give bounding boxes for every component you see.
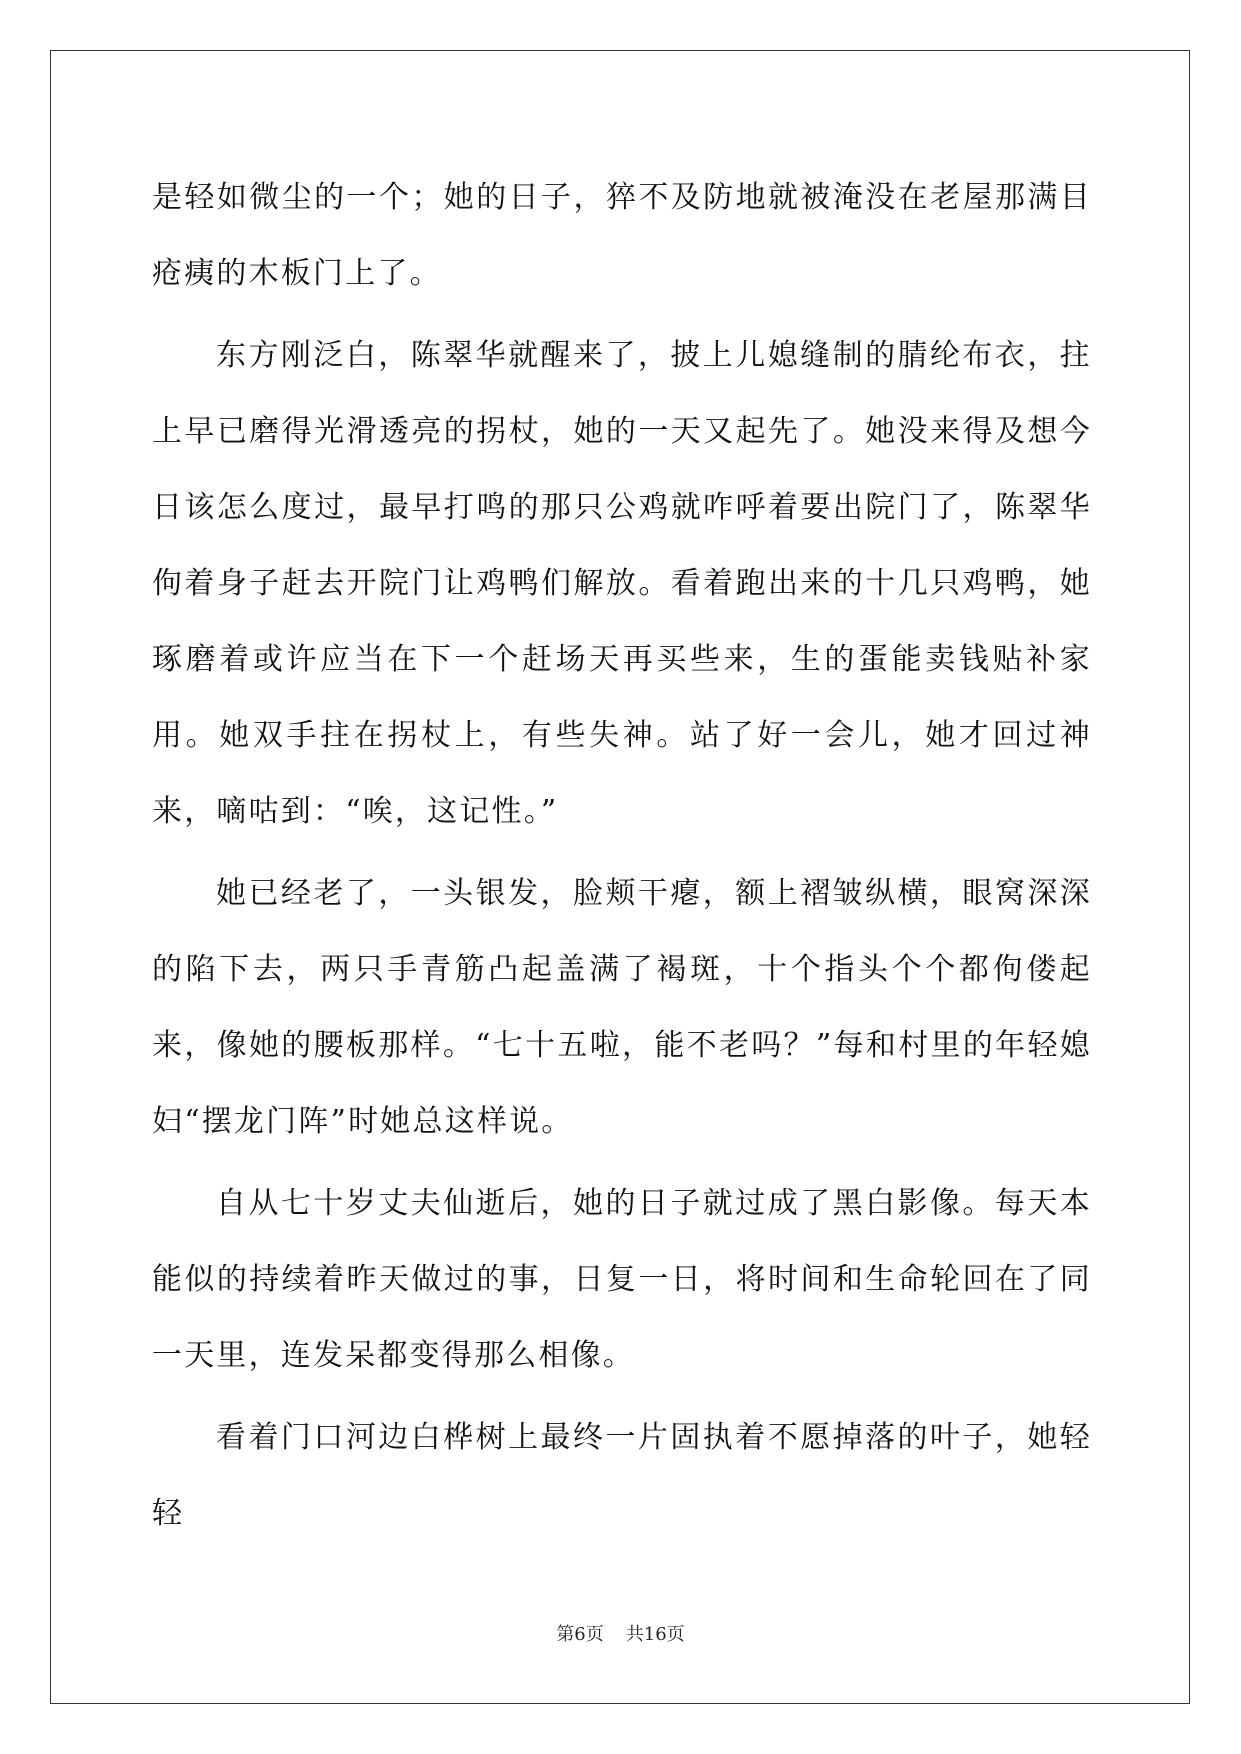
paragraph-4: 自从七十岁丈夫仙逝后，她的日子就过成了黑白影像。每天本能似的持续着昨天做过的事，日复一日，将时间和生命轮回在了同一天里，连发呆都变得那么相像。 xyxy=(152,1186,1092,1373)
document-body xyxy=(152,160,1092,1552)
page-footer xyxy=(0,1620,1241,1646)
paragraph-2: 东方刚泛白，陈翠华就醒来了，披上儿媳缝制的腈纶布衣，拄上早已磨得光滑透亮的拐杖，她的一天又起先了。她没来得及想今日该怎么度过，最早打鸣的那只公鸡就咋呼着要出院门了，陈翠华佝着身子赶去开院门让鸡鸭们解放。看着跑出来的十几只鸡鸭，她琢磨着或许应当在下一个赶场天再买些来，生的蛋能卖钱贴补家用。她双手拄在拐杖上，有些失神。站了好一会儿，她才回过神来，嘀咕到：“唉，这记性。” xyxy=(152,338,1092,829)
paragraph-3: 她已经老了，一头银发，脸颊干瘪，额上褶皱纵横，眼窝深深的陷下去，两只手青筋凸起盖满了褐斑，十个指头个个都佝偻起来，像她的腰板那样。“七十五啦，能不老吗？”每和村里的年轻媳妇“摆龙门阵”时她总这样说。 xyxy=(152,876,1092,1139)
page-number: 第6页 xyxy=(556,1624,604,1645)
page-total: 共16页 xyxy=(625,1624,685,1645)
paragraph-5: 看着门口河边白桦树上最终一片固执着不愿掉落的叶子，她轻轻 xyxy=(152,1420,1092,1531)
paragraph-1: 是轻如微尘的一个；她的日子，猝不及防地就被淹没在老屋那满目疮痍的木板门上了。 xyxy=(152,180,1092,291)
